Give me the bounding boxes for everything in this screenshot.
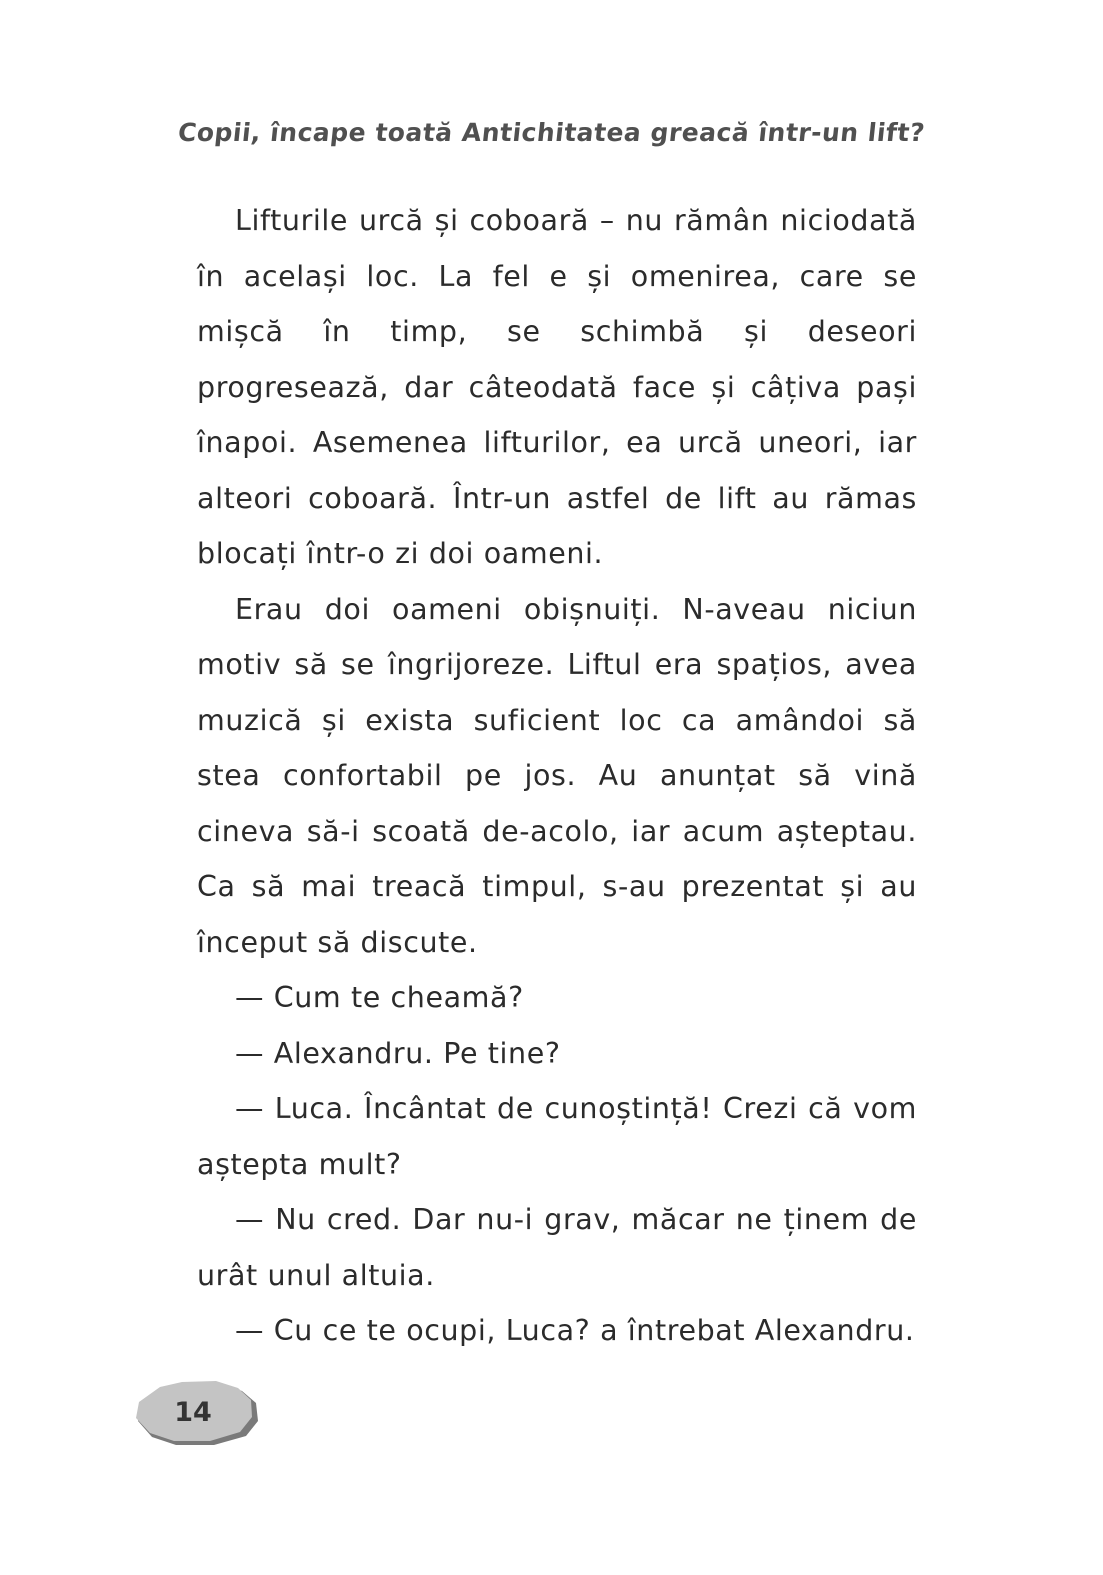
dialog-line: — Alexandru. Pe tine? [235,1036,561,1070]
paragraph: Lifturile urcă și coboară – nu rămân niciodată în același loc. La fel e și omenirea, care se mișcă în timp, se schimbă și deseori progresează, dar câteodată face și câțiva pași înapoi. Asemenea lifturilor, ea urcă uneori, iar alteori coboară. Într-un astfel de lift au rămas blocați într-o zi doi oameni. [197,204,917,570]
dialog-line: — Luca. Încântat de cunoștință! Crezi că vom aștepta mult? [197,1092,917,1181]
page-number-badge [134,1381,262,1447]
page-number: 14 [174,1397,212,1428]
body-text [197,193,917,1359]
paragraph: Erau doi oameni obișnuiți. N-aveau niciun motiv să se îngrijoreze. Liftul era spațios, avea muzică și exista suficient loc ca amândoi să stea confortabil pe jos. Au anunțat să vină cineva să-i scoată de-acolo, iar acum așteptau. Ca să mai treacă timpul, s-au prezentat și au început să discute. [197,592,917,959]
dialog-line: — Nu cred. Dar nu-i grav, măcar ne ținem de urât unul altuia. [197,1203,917,1292]
running-head: Copii, încape toată Antichitatea greacă într-un lift? [176,118,927,147]
dialog-line: — Cu ce te ocupi, Luca? a întrebat Alexandru. [235,1314,915,1347]
dialog-line: — Cum te cheamă? [235,981,524,1014]
